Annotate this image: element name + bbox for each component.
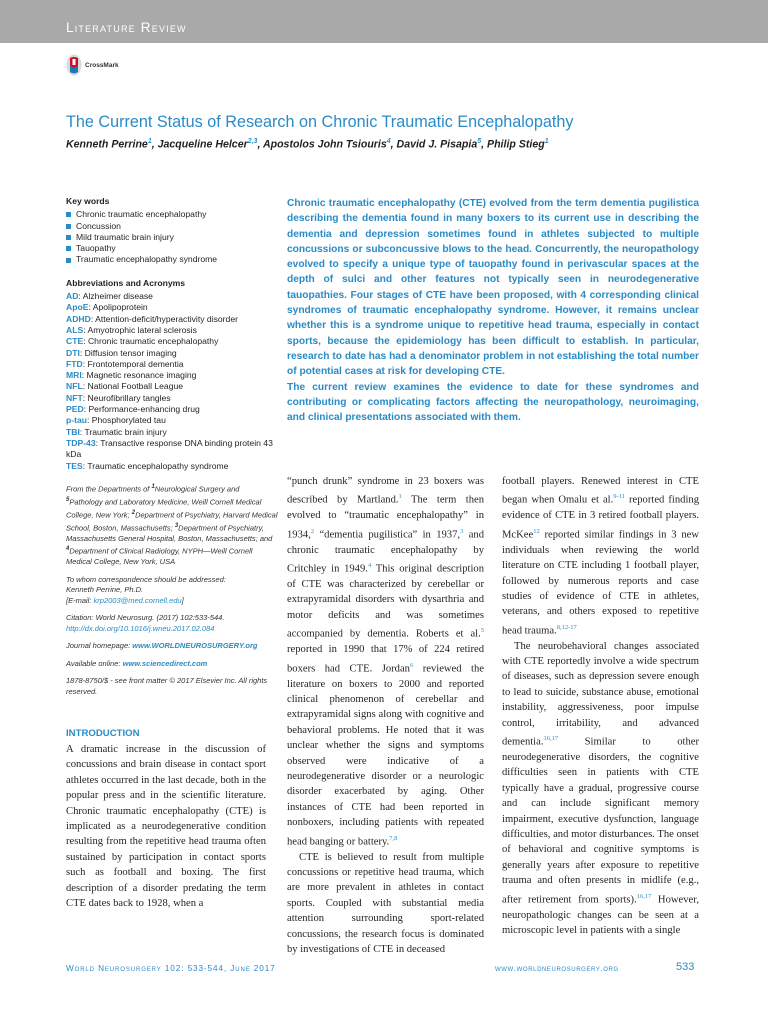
- author-list: [66, 138, 716, 151]
- abbreviation-definition: Amyotrophic lateral sclerosis: [87, 324, 197, 335]
- abbreviation-definition: Diffusion tensor imaging: [84, 347, 177, 358]
- abbreviation-term: AD: [66, 291, 79, 302]
- author-affiliation-ref[interactable]: 1: [147, 138, 152, 145]
- keyword-item: [66, 243, 278, 254]
- affiliations-block: [66, 482, 278, 698]
- abbreviation-definition: Neurofibrillary tangles: [87, 392, 171, 403]
- abbreviation-definition: Performance-enhancing drug: [88, 404, 200, 415]
- abbreviation-definition: Chronic traumatic encephalopathy: [87, 336, 219, 347]
- abbreviation-row: CTE: Chronic traumatic encephalopathy: [66, 336, 219, 347]
- page-number: 533: [676, 961, 695, 973]
- body-paragraph: “punch drunk” syndrome in 23 boxers was described by Martland.$^1$ The term then evolved to “traumatic encephalopathy” in 1934,$^2$ “dementia pugilistica” in 1937,$^3$ and chronic traumatic encephalopathy by Critchley in 1949.$^4$ This original description of CTE was characterized by cerebellar or extrapyramidal disorders with dysarthria and motor deficits and was sometimes accompanied by dementia. Roberts et al.$^5$ reported in 1990 that 17% of 224 retired boxers had CTE. Jordan$^6$ reviewed the literature on boxers to 2000 and reported clinical phenomenon of cerebellar and extrapyramidal signs along with cognitive and behavioral problems. He noted that it was unclear whether the signs and symptoms observed were indicative of a neurodegenerative disorder or a neurologic disorder exacerbated by aging. Other instances of CTE had been reported in nonboxers, including patients with repeated head banging or battery.$^{7,8}$: [287, 476, 484, 848]
- abbreviation-term: TDP-43: [66, 437, 96, 448]
- keyword-text: Mild traumatic brain injury: [76, 231, 174, 242]
- bullet-square-icon: [66, 258, 71, 263]
- body-paragraph: The neurobehavioral changes associated with CTE reportedly involve a wide spectrum of diseases, such as depression severe enough to lead to suicide, substance abuse, emotional instability, aggressiveness, poor impulse control, irritability, and advanced dementia.$^{16,17}$ Similar to other neurodegenerative disorders, the cognitive difficulties seen in patients with CTE typically have a gradual, progressive course and can include significant memory impairment, executive dysfunction, language difficulties, and motor disturbances. The onset of behavioral and cognitive symptoms is generally years after exposure to repetitive trauma and often presents in midlife (e.g., after retirement from sports).$^{16,17}$ However, neuropathologic changes can be seen at a microscopic level in patients with a single: [502, 640, 699, 937]
- abbreviation-row: TBI: Traumatic brain injury: [66, 426, 167, 437]
- abbreviations-heading: Abbreviations and Acronyms: [66, 277, 186, 288]
- correspondence-block: To whom correspondence should be addressed: Kenneth Perrine, Ph.D. [E-mail: krp2003@med.cornell.edu]: [66, 574, 226, 605]
- keyword-text: Concussion: [76, 220, 121, 231]
- email-link[interactable]: krp2003@med.cornell.edu: [93, 595, 182, 605]
- citation-ref[interactable]: 9-11: [613, 493, 625, 501]
- abbreviation-row: ALS: Amyotrophic lateral sclerosis: [66, 324, 197, 335]
- abbreviation-row: ApoE: Apolipoprotein: [66, 302, 148, 313]
- keyword-item: [66, 254, 278, 265]
- abbreviation-term: TES: [66, 460, 83, 471]
- abbreviation-term: DTI: [66, 347, 80, 358]
- abbreviation-row: TES: Traumatic encephalopathy syndrome: [66, 460, 229, 471]
- bullet-square-icon: [66, 246, 71, 251]
- abbreviation-definition: Transactive response DNA binding protein 43 kDa: [66, 437, 273, 460]
- abbreviation-definition: Traumatic brain injury: [84, 426, 167, 437]
- citation-block: Citation: World Neurosurg. (2017) 102:533-544. http://dx.doi.org/10.1016/j.wneu.2017.02.084: [66, 613, 225, 633]
- abstract-paragraph: Chronic traumatic encephalopathy (CTE) evolved from the term dementia pugilistica describing the dementia found in many boxers to its current use in describing the dementia and depression sometimes found in athletes subjected to multiple concussions or subconcussive blows to the head. Concurrently, the neuropathology evolved to specify a unique type of tauopathy found in perivascular spaces at the depth of sulci and other features not typically seen in neurodegenerative tauopathies. Four stages of CTE have been proposed, with 4 corresponding clinical syndromes of traumatic encephalopathy syndrome. However, it remains unclear whether this is a syndrome unique to repetitive head trauma, especially in contact sports, because the epidemiology has been difficult to establish. In particular, research to date has had a denominator problem in not establishing the total number of potential cases at risk for developing CTE.: [287, 198, 699, 378]
- keywords-heading: Key words: [66, 196, 110, 206]
- abbreviation-definition: Alzheimer disease: [82, 291, 153, 302]
- abbreviation-definition: Traumatic encephalopathy syndrome: [87, 460, 229, 471]
- abbreviation-term: p-tau: [66, 415, 88, 426]
- section-label: Literature Review: [66, 20, 187, 35]
- citation-ref[interactable]: 16,17: [543, 735, 559, 743]
- author-name: Jacqueline Helcer: [157, 138, 248, 151]
- abbreviation-row: MRI: Magnetic resonance imaging: [66, 370, 197, 381]
- keyword-item: [66, 232, 278, 243]
- section-header-bar: [0, 0, 768, 43]
- abbreviation-definition: Apolipoprotein: [92, 302, 148, 313]
- body-column-3: [502, 474, 699, 938]
- author-affiliation-ref[interactable]: 4: [386, 138, 391, 145]
- abbreviation-row: FTD: Frontotemporal dementia: [66, 358, 184, 369]
- author-name: Apostolos John Tsiouris: [262, 138, 387, 151]
- bullet-square-icon: [66, 235, 71, 240]
- abbreviation-row: AD: Alzheimer disease: [66, 291, 153, 302]
- author-affiliation-ref[interactable]: 5: [477, 138, 482, 145]
- citation-ref[interactable]: 7,8: [389, 834, 398, 842]
- abbreviation-row: NFL: National Football League: [66, 381, 184, 392]
- author-separator: ,: [257, 138, 263, 151]
- abbreviation-term: ADHD: [66, 313, 91, 324]
- author-separator: ,: [481, 138, 488, 151]
- abbreviation-definition: Frontotemporal dementia: [87, 358, 184, 369]
- body-column-2: [287, 474, 484, 957]
- article-sidebar: [66, 196, 278, 704]
- crossmark-icon: [66, 54, 82, 76]
- author-name: Philip Stieg: [487, 138, 545, 151]
- journal-homepage-link[interactable]: www.WORLDNEUROSURGERY.org: [132, 641, 258, 651]
- abbreviations-list: [66, 291, 278, 472]
- copyright-notice: 1878-8750/$ - see front matter © 2017 Elsevier Inc. All rights reserved.: [66, 676, 268, 696]
- author-name: David J. Pisapia: [396, 138, 478, 151]
- abstract: [287, 196, 699, 425]
- bullet-square-icon: [66, 212, 71, 217]
- abbreviation-term: NFL: [66, 381, 83, 392]
- author-separator: ,: [151, 138, 158, 151]
- abbreviation-row: PED: Performance-enhancing drug: [66, 404, 200, 415]
- abbreviation-term: ALS: [66, 324, 84, 335]
- abbreviation-term: TBI: [66, 426, 80, 437]
- doi-link[interactable]: http://dx.doi.org/10.1016/j.wneu.2017.02.084: [66, 623, 215, 633]
- crossmark-label: CrossMark: [85, 61, 119, 69]
- body-paragraph: football players. Renewed interest in CTE began when Omalu et al.$^{9-11}$ reported finding evidence of CTE in 3 retired football players. McKee$^{12}$ reported similar findings in 3 new individuals when reviewing the world literature on CTE including 1 football player, followed by numerous reports and case studies of evidence of CTE in athletes, veterans, and others exposed to repetitive head trauma.$^{8,12-17}$: [502, 476, 699, 637]
- keyword-text: Chronic traumatic encephalopathy: [76, 209, 207, 220]
- abbreviation-term: PED: [66, 404, 84, 415]
- citation-ref[interactable]: 8,12-17: [556, 623, 577, 631]
- abbreviation-definition: Attention-deficit/hyperactivity disorder: [95, 313, 238, 324]
- abbreviation-definition: Phosphorylated tau: [91, 415, 166, 426]
- abbreviation-row: TDP-43: Transactive response DNA binding protein 43 kDa: [66, 437, 273, 460]
- citation-ref[interactable]: 1: [398, 493, 402, 501]
- abbreviation-term: MRI: [66, 370, 82, 381]
- author-separator: ,: [390, 138, 397, 151]
- abbreviation-definition: National Football League: [87, 381, 184, 392]
- abbreviation-row: NFT: Neurofibrillary tangles: [66, 392, 171, 403]
- journal-homepage-line: Journal homepage: www.WORLDNEUROSURGERY.org: [66, 641, 258, 651]
- body-paragraph: CTE is believed to result from multiple concussions or repetitive head trauma, which are more prevalent in athletes in contact sports. Coupled with substantial media attention surrounding sport-related concussions, the research focus is dominated by investigations of CTE in deceased: [287, 851, 484, 955]
- citation-ref[interactable]: 16,17: [636, 892, 652, 900]
- body-paragraph: A dramatic increase in the discussion of concussions and brain disease in contact sport athletes occurred in the last decade, both in the popular press and in the scientific literature. Chronic traumatic encephalopathy (CTE) is implicated as a neurodegenerative condition resulting from the repetitive head trauma often sustained by participation in contact sports such as football and boxing. The first description of a disorder predating the term CTE dates back to 1928, when a: [66, 744, 266, 910]
- keyword-text: Tauopathy: [76, 243, 116, 254]
- abstract-paragraph: The current review examines the evidence to date for these syndromes and contributing or complicating factors affecting the neuropathology, neuroimaging, and clinical presentations associated with them.: [287, 381, 699, 424]
- abbreviation-row: DTI: Diffusion tensor imaging: [66, 347, 177, 358]
- citation-ref[interactable]: 3: [460, 527, 464, 535]
- abbreviation-term: FTD: [66, 358, 83, 369]
- footer-website-link[interactable]: www.worldneurosurgery.org: [495, 964, 619, 973]
- available-online-line: Available online: www.sciencedirect.com: [66, 658, 208, 668]
- article-title: The Current Status of Research on Chronic Traumatic Encephalopathy: [66, 113, 574, 131]
- body-column-1: [66, 742, 266, 911]
- footer-journal-citation: World Neurosurgery 102: 533-544, June 2017: [66, 964, 276, 973]
- introduction-heading: INTRODUCTION: [66, 728, 140, 739]
- abbreviation-term: ApoE: [66, 302, 89, 313]
- citation-ref[interactable]: 12: [533, 527, 540, 535]
- citation-ref[interactable]: 6: [409, 661, 414, 669]
- author-name: Kenneth Perrine: [66, 138, 148, 151]
- abbreviation-term: NFT: [66, 392, 83, 403]
- crossmark-badge[interactable]: [66, 54, 119, 76]
- citation-ref[interactable]: 2: [310, 527, 315, 535]
- abbreviation-definition: Magnetic resonance imaging: [86, 370, 197, 381]
- citation-ref[interactable]: 4: [367, 562, 372, 570]
- abbreviation-term: CTE: [66, 336, 84, 347]
- keyword-item: [66, 221, 278, 232]
- page-footer: [0, 960, 768, 980]
- author-affiliation-ref[interactable]: 2,3: [247, 138, 258, 145]
- keyword-item: [66, 209, 278, 220]
- citation-ref[interactable]: 5: [480, 627, 484, 635]
- keyword-text: Traumatic encephalopathy syndrome: [76, 254, 218, 265]
- bullet-square-icon: [66, 224, 71, 229]
- abbreviation-row: p-tau: Phosphorylated tau: [66, 415, 166, 426]
- sciencedirect-link[interactable]: www.sciencedirect.com: [122, 658, 208, 668]
- keywords-list: [66, 209, 278, 265]
- affiliations-text: From the Departments of $^1$Neurological Surgery and $^5$Pathology and Laboratory Medicine, Weill Cornell Medical College, New York; $^2$Department of Psychiatry, Harvard Medical School, Boston, Massachusetts; $^3$Department of Psychiatry, Massachusetts General Hospital, Boston, Massachusetts; and $^4$Department of Clinical Radiology, NYPH—Weill Cornell Medical College, New York, USA: [66, 483, 278, 567]
- author-affiliation-ref[interactable]: 1: [544, 138, 549, 145]
- abbreviation-row: ADHD: Attention-deficit/hyperactivity disorder: [66, 313, 238, 324]
